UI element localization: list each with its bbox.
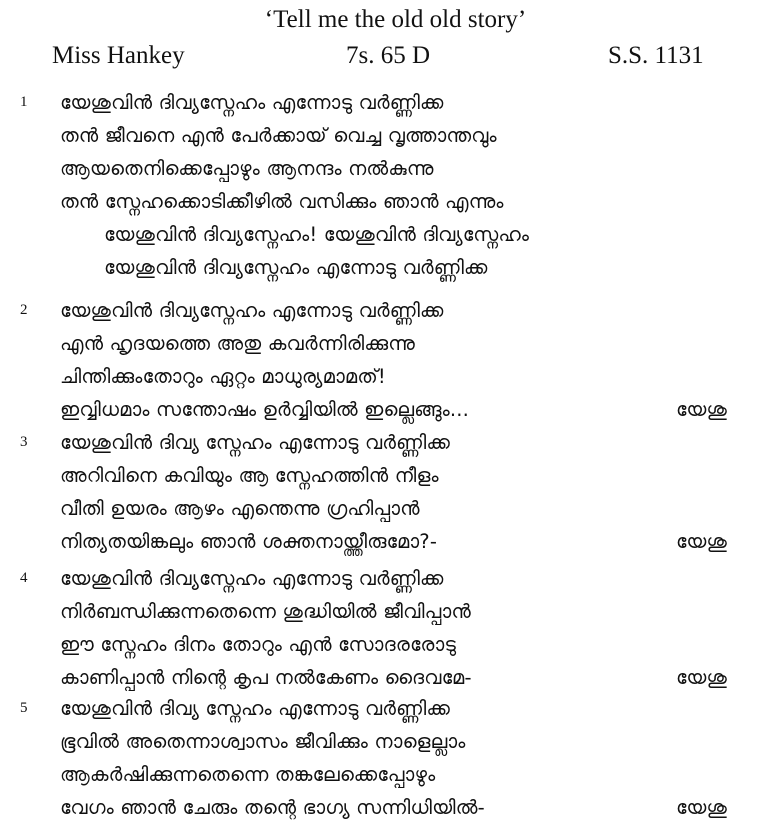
hymn-reference: S.S. 1131 <box>608 42 704 69</box>
verse-line: ഈ സ്നേഹം ദിനം തോറും എൻ സോദരരോടു <box>60 633 457 656</box>
verse-line: അറിവിനെ കവിയും ആ സ്നേഹത്തിൻ നീളം <box>60 464 439 487</box>
verse-line-text: നിത്യതയിങ്കലും ഞാൻ ശക്തനായ്ത്തീരുമോ?- <box>60 530 438 553</box>
verse-number: 4 <box>20 570 28 586</box>
verse-3 <box>0 426 781 558</box>
verse-line-text: വേഗം ഞാൻ ചേരും തന്റെ ഭാഗ്യ സന്നിധിയിൽ- <box>60 796 485 819</box>
verse-line: വീതി ഉയരം ആഴം എന്തെന്നു ഗ്രഹിപ്പാൻ <box>60 497 420 520</box>
verse-line: യേശുവിൻ ദിവ്യസ്നേഹം എന്നോടു വർണ്ണിക്ക <box>60 567 444 590</box>
refrain-cue: യേശു <box>676 398 728 421</box>
verse-line: ചിന്തിക്കുംതോറും ഏറ്റം മാധുര്യമാമത്! <box>60 365 386 388</box>
chorus-line: യേശുവിൻ ദിവ്യസ്നേഹം എന്നോടു വർണ്ണിക്ക <box>104 256 488 279</box>
verse-number: 3 <box>20 434 28 450</box>
refrain-cue: യേശു <box>676 796 728 819</box>
verse-line: യേശുവിൻ ദിവ്യസ്നേഹം എന്നോടു വർണ്ണിക്ക <box>60 91 444 114</box>
verse-number: 5 <box>20 700 28 716</box>
verse-line-text: കാണിപ്പാൻ നിന്റെ കൃപ നൽകേണം ദൈവമേ- <box>60 666 472 689</box>
verse-line: യേശുവിൻ ദിവ്യ സ്നേഹം എന്നോടു വർണ്ണിക്ക <box>60 697 450 720</box>
verse-1 <box>0 86 781 284</box>
chorus-line: യേശുവിൻ ദിവ്യസ്നേഹം! യേശുവിൻ ദിവ്യസ്നേഹം <box>104 223 530 246</box>
refrain-cue: യേശു <box>676 530 728 553</box>
verse-line-last <box>60 525 781 558</box>
verse-line: എൻ ഹൃദയത്തെ അതു കവർന്നിരിക്കുന്നു <box>60 332 416 355</box>
author-name: Miss Hankey <box>52 42 185 69</box>
hymn-meta <box>0 42 781 74</box>
verse-number: 2 <box>20 302 28 318</box>
verse-2 <box>0 294 781 426</box>
verse-5 <box>0 692 781 824</box>
verse-line-last <box>60 661 781 694</box>
verse-line: തൻ ജീവനെ എൻ പേർക്കായ് വെച്ച വൃത്താന്തവും <box>60 124 497 147</box>
verse-number: 1 <box>20 94 28 110</box>
verse-line-last <box>60 393 781 426</box>
verse-line: യേശുവിൻ ദിവ്യ സ്നേഹം എന്നോടു വർണ്ണിക്ക <box>60 431 450 454</box>
verse-line: ഭൂവിൽ അതെന്നാശ്വാസം ജീവിക്കും നാളെല്ലാം <box>60 730 466 753</box>
verse-line: ആയതെനിക്കെപ്പോഴും ആനന്ദം നൽകുന്നു <box>60 157 434 180</box>
verse-4 <box>0 562 781 694</box>
verse-line: തൻ സ്നേഹക്കൊടിക്കീഴിൽ വസിക്കും ഞാൻ എന്നും <box>60 190 504 213</box>
verse-line-last <box>60 791 781 824</box>
verse-line: നിർബന്ധിക്കുന്നതെന്നെ ശുദ്ധിയിൽ ജീവിപ്പാൻ <box>60 600 471 623</box>
tune-meter: 7s. 65 D <box>346 42 431 69</box>
verse-line: ആകർഷിക്കുന്നതെന്നെ തങ്കലേക്കെപ്പോഴും <box>60 763 436 786</box>
refrain-cue: യേശു <box>676 666 728 689</box>
verse-line-text: ഇവ്വിധമാം സന്തോഷം ഉർവ്വിയിൽ ഇല്ലെങ്ങും... <box>60 398 470 421</box>
verse-line: യേശുവിൻ ദിവ്യസ്നേഹം എന്നോടു വർണ്ണിക്ക <box>60 299 444 322</box>
hymn-title: ‘Tell me the old old story’ <box>264 6 527 33</box>
